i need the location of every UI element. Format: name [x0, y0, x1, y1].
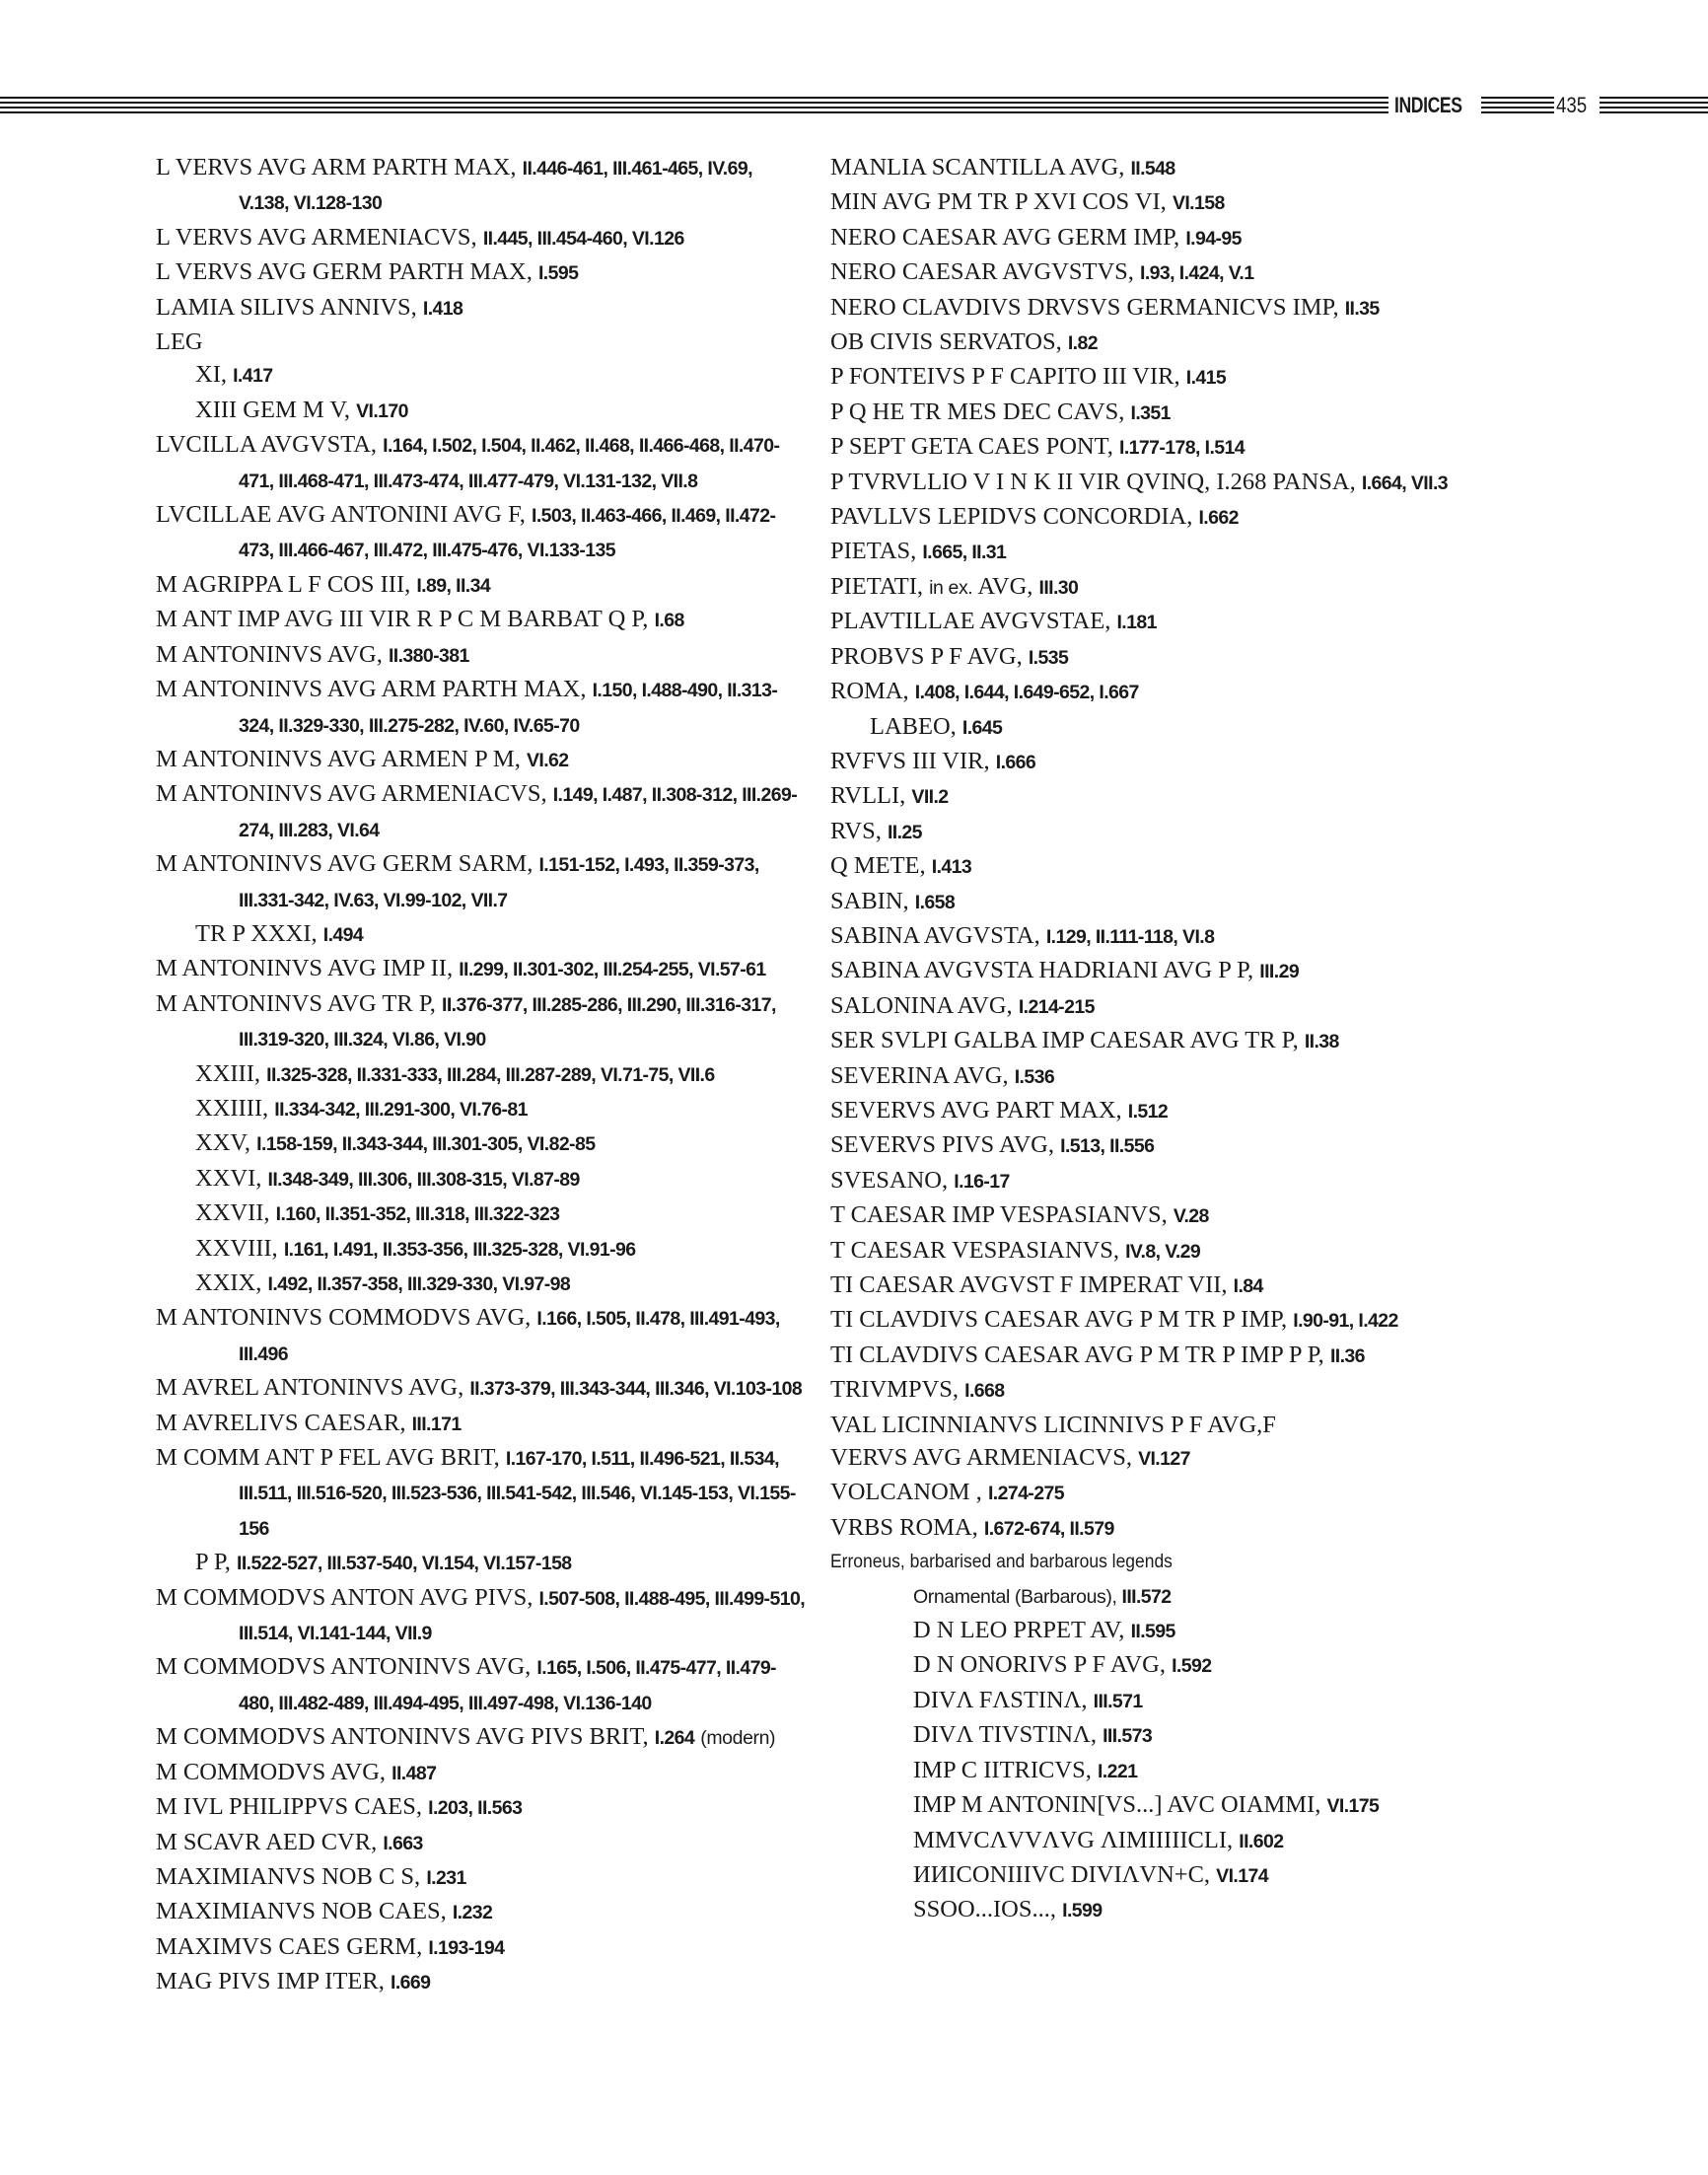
index-entry — [156, 743, 807, 777]
legend-text: L VERVS AVG GERM PARTH MAX, — [156, 258, 538, 286]
index-entry — [830, 1648, 1511, 1683]
catalogue-refs: III.571 — [1093, 1690, 1143, 1712]
legend-text: M COMMODVS AVG, — [156, 1758, 392, 1785]
index-entry — [156, 1581, 807, 1651]
legend-text: M ANTONINVS COMMODVS AVG, — [156, 1304, 537, 1332]
index-entry — [830, 1511, 1511, 1546]
index-entry — [830, 1579, 1511, 1614]
index-entry — [830, 1614, 1511, 1648]
index-entry — [830, 1234, 1511, 1269]
catalogue-refs: I.161, I.491, II.353-356, III.325-328, VI.91-96 — [283, 1238, 636, 1261]
index-entry — [830, 1339, 1511, 1373]
legend-text: M ANTONINVS AVG IMP II, — [156, 955, 460, 982]
legend-text: LABEO, — [870, 712, 962, 740]
index-entry — [830, 570, 1511, 605]
catalogue-refs: VI.62 — [526, 749, 569, 771]
index-entry — [156, 1720, 807, 1755]
catalogue-refs: I.221 — [1097, 1760, 1138, 1782]
legend-text: Q METE, — [830, 852, 932, 880]
catalogue-refs: II.595 — [1130, 1621, 1175, 1643]
legend-text: M AVREL ANTONINVS AVG, — [156, 1374, 470, 1402]
legend-text: XXV, — [195, 1129, 257, 1157]
index-entry — [156, 1826, 807, 1860]
legend-text: RVS, — [830, 817, 888, 844]
index-entry — [156, 1267, 807, 1301]
catalogue-refs: III.573 — [1103, 1725, 1153, 1748]
catalogue-refs: I.129, II.111-118, VI.8 — [1045, 925, 1215, 948]
legend-text: MAXIMIANVS NOB CAES, — [156, 1898, 453, 1925]
index-entry — [156, 1756, 807, 1790]
index-entry — [156, 1790, 807, 1825]
catalogue-refs: I.658 — [914, 891, 956, 913]
index-entry — [830, 849, 1511, 884]
catalogue-refs: VI.127 — [1138, 1448, 1190, 1471]
legend-text: SEVERVS PIVS AVG, — [830, 1131, 1061, 1159]
catalogue-refs: I.193-194 — [428, 1936, 505, 1959]
catalogue-refs: II.376-377, III.285-286, III.290, III.316-317, III.319-320, III.324, VI.86, VI.90 — [239, 993, 776, 1051]
legend-text: RVFVS III VIR, — [830, 747, 996, 774]
catalogue-refs: VI.174 — [1216, 1864, 1268, 1887]
legend-text: LVCILLA AVGVSTA, — [156, 431, 384, 459]
catalogue-refs: III.29 — [1259, 961, 1300, 983]
legend-text: VRBS ROMA, — [830, 1513, 984, 1541]
index-entry — [830, 675, 1511, 709]
catalogue-refs: I.16-17 — [954, 1170, 1010, 1193]
catalogue-refs: I.274-275 — [987, 1483, 1064, 1505]
catalogue-refs: III.30 — [1038, 576, 1079, 599]
legend-text: M ANTONINVS AVG ARM PARTH MAX, — [156, 676, 593, 703]
index-entry — [830, 1269, 1511, 1303]
index-entry — [830, 1128, 1511, 1163]
index-entry — [830, 255, 1511, 290]
header-rule-left — [0, 97, 1388, 113]
index-entry — [830, 1373, 1511, 1408]
index-entry — [830, 221, 1511, 255]
index-entry — [156, 847, 807, 917]
catalogue-refs: I.418 — [422, 297, 463, 320]
index-entry — [830, 954, 1511, 988]
index-entry — [156, 1232, 807, 1267]
index-entry — [156, 638, 807, 673]
index-entry — [156, 568, 807, 603]
catalogue-refs: II.373-379, III.343-344, III.346, VI.103-108 — [469, 1378, 803, 1401]
index-entry — [156, 673, 807, 743]
catalogue-refs: I.167-170, I.511, II.496-521, II.534, III.511, III.516-520, III.523-536, III.541-542, III.546, VI.145-153, VI.155-156 — [239, 1448, 796, 1540]
legend-text: P TVRVLLIO V I N K II VIR QVINQ, I.268 PANSA, — [830, 468, 1362, 495]
catalogue-refs: I.264 — [654, 1727, 695, 1750]
legend-text: M IVL PHILIPPVS CAES, — [156, 1793, 429, 1821]
legend-text: NERO CAESAR AVGVSTVS, — [830, 258, 1141, 286]
index-entry — [156, 221, 807, 255]
legend-text: XXIX, — [195, 1269, 268, 1296]
catalogue-refs: I.93, I.424, V.1 — [1140, 262, 1254, 285]
legend-text: OB CIVIS SERVATOS, — [830, 328, 1068, 356]
index-entry — [156, 917, 807, 952]
catalogue-refs: I.507-508, II.488-495, III.499-510, III.514, VI.141-144, VII.9 — [239, 1587, 806, 1645]
catalogue-refs: II.38 — [1304, 1031, 1339, 1053]
legend-text: NERO CAESAR AVG GERM IMP, — [830, 223, 1186, 251]
legend-text: XXVIII, — [195, 1234, 284, 1262]
legend-text: XXVII, — [195, 1199, 276, 1227]
catalogue-refs: I.68 — [654, 610, 684, 632]
legend-text: IMP C IITRICVS, — [913, 1756, 1098, 1783]
index-entry — [830, 1164, 1511, 1198]
legend-text: XIII GEM M V, — [195, 396, 357, 423]
catalogue-refs: I.662 — [1198, 507, 1239, 530]
index-column-left — [156, 151, 807, 2000]
legend-text: P P, — [195, 1549, 238, 1576]
index-entry — [830, 1303, 1511, 1338]
header-rule-right — [1600, 97, 1708, 113]
catalogue-refs: I.665, II.31 — [922, 542, 1007, 564]
index-entry — [830, 1718, 1511, 1753]
index-entry — [156, 1930, 807, 1965]
index-entry — [156, 1162, 807, 1196]
index-entry — [830, 1824, 1511, 1858]
index-entry — [830, 396, 1511, 430]
legend-text: XXVI, — [195, 1164, 268, 1192]
catalogue-refs: I.150, I.488-490, II.313-324, II.329-330, III.275-282, IV.60, IV.65-70 — [239, 680, 778, 737]
index-entry — [830, 989, 1511, 1024]
index-entry — [830, 535, 1511, 569]
index-entry — [156, 1546, 807, 1580]
index-entry — [156, 326, 807, 358]
legend-text: TRIVMPVS, — [830, 1376, 965, 1404]
catalogue-refs: I.512 — [1127, 1100, 1169, 1123]
catalogue-refs: I.82 — [1067, 332, 1098, 355]
legend-text: LEG — [156, 328, 203, 356]
legend-text: M COMM ANT P FEL AVG BRIT, — [156, 1444, 506, 1472]
legend-text: NERO CLAVDIVS DRVSVS GERMANICVS IMP, — [830, 293, 1345, 321]
legend-note: in ex. — [929, 576, 978, 599]
legend-text: D N LEO PRPET AV, — [913, 1617, 1131, 1644]
catalogue-refs: II.446-461, III.461-465, IV.69, V.138, VI.128-130 — [239, 158, 752, 215]
legend-text: P SEPT GETA CAES PONT, — [830, 433, 1119, 461]
catalogue-refs: I.351 — [1130, 401, 1171, 424]
legend-text: ROMA, — [830, 678, 915, 705]
catalogue-refs: I.90-91, I.422 — [1293, 1310, 1398, 1333]
catalogue-refs: III.572 — [1121, 1585, 1172, 1608]
index-entry — [830, 1059, 1511, 1094]
legend-text: VAL LICINNIANVS LICINNIVS P F AVG,F — [830, 1411, 1276, 1438]
catalogue-refs: I.668 — [964, 1380, 1005, 1403]
legend-text: IMP M ANTONIN[VS...] AVC OIAMMI, — [913, 1791, 1327, 1819]
catalogue-refs: I.535 — [1028, 646, 1069, 669]
legend-text: M ANTONINVS AVG TR P, — [156, 989, 442, 1017]
catalogue-refs: I.164, I.502, I.504, II.462, II.468, II.466-468, II.470-471, III.468-471, III.473-474, III.477-479, VI.131-132, VII.8 — [239, 435, 780, 492]
catalogue-refs: I.214-215 — [1018, 995, 1095, 1018]
index-entry — [830, 1476, 1511, 1510]
catalogue-refs: II.487 — [391, 1762, 437, 1784]
catalogue-refs: VI.158 — [1172, 192, 1225, 215]
index-entry — [156, 952, 807, 986]
legend-text: PIETAS, — [830, 538, 923, 565]
legend-text: MAG PIVS IMP ITER, — [156, 1968, 391, 1995]
legend-text: M ANT IMP AVG III VIR R P C M BARBAT Q P, — [156, 606, 655, 633]
catalogue-refs: I.672-674, II.579 — [983, 1517, 1114, 1540]
legend-text: M AGRIPPA L F COS III, — [156, 570, 417, 598]
catalogue-refs: I.158-159, II.343-344, III.301-305, VI.82-85 — [256, 1133, 596, 1156]
page-number: 435 — [1556, 93, 1588, 117]
catalogue-refs: I.94-95 — [1185, 227, 1242, 250]
index-entry — [156, 1196, 807, 1231]
index-entry — [156, 1057, 807, 1092]
legend-text: ИИICONIIIVC DIVIΛVN+C, — [913, 1860, 1217, 1888]
catalogue-refs: II.325-328, II.331-333, III.284, III.287-289, VI.71-75, VII.6 — [266, 1063, 715, 1086]
legend-text: SALONINA AVG, — [830, 991, 1019, 1019]
legend-text: SEVERINA AVG, — [830, 1061, 1015, 1089]
index-entry — [830, 151, 1511, 185]
catalogue-refs: I.149, I.487, II.308-312, III.269-274, III.283, VI.64 — [239, 784, 798, 841]
catalogue-refs: VI.175 — [1326, 1795, 1380, 1818]
catalogue-refs: I.413 — [931, 856, 972, 879]
catalogue-refs: I.664, VII.3 — [1361, 471, 1449, 494]
index-entry — [830, 1094, 1511, 1128]
catalogue-refs: I.177-178, I.514 — [1119, 437, 1245, 460]
index-entry — [156, 1092, 807, 1126]
catalogue-refs: I.503, II.463-466, II.469, II.472-473, III.466-467, III.472, III.475-476, VI.133-135 — [239, 505, 776, 562]
catalogue-refs: II.548 — [1130, 158, 1175, 180]
index-entry — [156, 498, 807, 568]
index-entry — [156, 394, 807, 428]
index-entry — [156, 1126, 807, 1161]
catalogue-refs: I.663 — [383, 1832, 423, 1854]
catalogue-refs: II.380-381 — [388, 644, 469, 667]
index-entry — [830, 885, 1511, 919]
legend-text: TI CAESAR AVGVST F IMPERAT VII, — [830, 1271, 1234, 1298]
header-rule-middle — [1481, 97, 1554, 113]
legend-text: AVG, — [977, 572, 1039, 600]
legend-text: M ANTONINVS AVG ARMEN P M, — [156, 745, 527, 772]
legend-text: DIVΛ TIVSTINΛ, — [913, 1721, 1103, 1749]
catalogue-refs: I.417 — [233, 365, 273, 388]
legend-text: P FONTEIVS P F CAPITO III VIR, — [830, 363, 1186, 391]
catalogue-refs: II.522-527, III.537-540, VI.154, VI.157-158 — [237, 1553, 572, 1575]
catalogue-refs: I.599 — [1062, 1900, 1103, 1922]
index-entry — [156, 1650, 807, 1720]
index-entry — [156, 1441, 807, 1546]
index-entry — [830, 1858, 1511, 1893]
legend-text: SABINA AVGVSTA HADRIANI AVG P P, — [830, 957, 1260, 984]
legend-text: MAXIMVS CAES GERM, — [156, 1932, 429, 1960]
index-entry — [830, 745, 1511, 779]
catalogue-refs: II.299, II.301-302, III.254-255, VI.57-61 — [459, 959, 766, 981]
legend-text: PLAVTILLAE AVGVSTAE, — [830, 608, 1117, 635]
legend-text: VOLCANOM , — [830, 1479, 988, 1506]
index-entry — [830, 779, 1511, 814]
legend-text: P Q HE TR MES DEC CAVS, — [830, 398, 1131, 425]
legend-text: D N ONORIVS P F AVG, — [913, 1651, 1173, 1679]
index-entry — [830, 1198, 1511, 1233]
legend-text: TR P XXXI, — [195, 919, 323, 947]
index-entry — [830, 360, 1511, 395]
legend-text: RVLLI, — [830, 782, 912, 810]
legend-text: VERVS AVG ARMENIACVS, — [830, 1444, 1139, 1472]
legend-text: T CAESAR IMP VESPASIANVS, — [830, 1201, 1174, 1229]
index-entry — [830, 1788, 1511, 1823]
legend-text: MMVCΛVVΛVG ΛIMIIIIICLI, — [913, 1826, 1240, 1853]
legend-text: PIETATI, — [830, 572, 930, 600]
catalogue-refs: VI.170 — [356, 399, 408, 422]
index-entry — [156, 255, 807, 290]
index-entry — [156, 358, 807, 393]
legend-text: TI CLAVDIVS CAESAR AVG P M TR P IMP, — [830, 1306, 1294, 1334]
index-entry — [830, 326, 1511, 360]
catalogue-refs: V.28 — [1173, 1205, 1209, 1228]
legend-text: SEVERVS AVG PART MAX, — [830, 1096, 1128, 1124]
legend-text: L VERVS AVG ARMENIACVS, — [156, 223, 483, 251]
index-entry — [830, 430, 1511, 465]
index-entry — [156, 151, 807, 221]
catalogue-refs: I.595 — [537, 262, 579, 285]
index-entry — [830, 466, 1511, 500]
legend-text: LVCILLAE AVG ANTONINI AVG F, — [156, 501, 533, 529]
catalogue-refs: I.494 — [322, 923, 364, 946]
index-entry — [830, 919, 1511, 954]
legend-text: M COMMODVS ANTONINVS AVG, — [156, 1653, 537, 1681]
index-entry — [156, 777, 807, 847]
legend-text: DIVΛ FΛSTINΛ, — [913, 1686, 1094, 1713]
catalogue-refs: I.89, II.34 — [416, 574, 491, 597]
legend-text: M AVRELIVS CAESAR, — [156, 1409, 412, 1436]
index-entry — [830, 291, 1511, 326]
legend-text: XXIII, — [195, 1059, 267, 1087]
index-column-right — [830, 151, 1511, 1928]
index-entry — [156, 1301, 807, 1371]
index-entry — [830, 1441, 1511, 1476]
catalogue-refs: I.669 — [391, 1972, 431, 1994]
legend-text: M COMMODVS ANTON AVG PIVS, — [156, 1583, 539, 1611]
catalogue-refs: I.415 — [1185, 367, 1227, 390]
index-entry — [830, 500, 1511, 535]
legend-text: M SCAVR AED CVR, — [156, 1828, 384, 1855]
running-header — [0, 93, 1708, 118]
legend-text: PAVLLVS LEPIDVS CONCORDIA, — [830, 503, 1199, 531]
index-entry — [156, 1860, 807, 1895]
legend-text: M ANTONINVS AVG GERM SARM, — [156, 850, 539, 878]
catalogue-refs: III.171 — [411, 1413, 462, 1435]
catalogue-refs: I.645 — [961, 716, 1003, 739]
catalogue-refs: I.232 — [452, 1902, 493, 1924]
index-entry — [830, 1754, 1511, 1788]
catalogue-refs: I.151-152, I.493, II.359-373, III.331-342, IV.63, VI.99-102, VII.7 — [239, 854, 759, 911]
catalogue-refs: I.84 — [1233, 1275, 1263, 1297]
index-entry — [830, 1684, 1511, 1718]
index-entry — [156, 1371, 807, 1406]
catalogue-refs: VII.2 — [911, 786, 949, 809]
legend-note: Ornamental (Barbarous), — [913, 1585, 1122, 1608]
legend-text: MANLIA SCANTILLA AVG, — [830, 154, 1131, 181]
catalogue-refs: II.348-349, III.306, III.308-315, VI.87-89 — [267, 1168, 580, 1191]
legend-text: MIN AVG PM TR P XVI COS VI, — [830, 188, 1173, 216]
legend-text: SVESANO, — [830, 1166, 955, 1194]
legend-text: TI CLAVDIVS CAESAR AVG P M TR P IMP P P, — [830, 1341, 1330, 1368]
legend-text: PROBVS P F AVG, — [830, 642, 1029, 670]
catalogue-refs: I.408, I.644, I.649-652, I.667 — [914, 682, 1139, 704]
catalogue-refs: I.166, I.505, II.478, III.491-493, III.496 — [239, 1308, 780, 1365]
index-entry — [156, 428, 807, 498]
index-entry — [830, 185, 1511, 220]
catalogue-refs: I.160, II.351-352, III.318, III.322-323 — [275, 1203, 560, 1226]
catalogue-refs: I.492, II.357-358, III.329-330, VI.97-98 — [267, 1273, 571, 1295]
catalogue-refs: I.536 — [1014, 1065, 1055, 1088]
legend-text: M ANTONINVS AVG, — [156, 640, 389, 668]
catalogue-refs: I.203, II.563 — [428, 1797, 523, 1820]
index-entry — [156, 291, 807, 326]
index-entry — [830, 1024, 1511, 1058]
catalogue-refs: I.181 — [1116, 612, 1157, 634]
index-entry — [830, 640, 1511, 675]
index-entry — [830, 605, 1511, 639]
index-entry — [830, 710, 1511, 745]
legend-text: M ANTONINVS AVG ARMENIACVS, — [156, 780, 553, 808]
section-title: INDICES — [1394, 93, 1462, 117]
legend-text: L VERVS AVG ARM PARTH MAX, — [156, 154, 523, 181]
index-entry — [156, 1407, 807, 1441]
index-entry — [156, 603, 807, 637]
catalogue-refs: I.513, II.556 — [1060, 1135, 1155, 1158]
catalogue-refs: IV.8, V.29 — [1125, 1240, 1201, 1263]
index-entry — [156, 1895, 807, 1929]
catalogue-refs: II.25 — [887, 821, 922, 843]
index-entry — [156, 1965, 807, 1999]
catalogue-refs: II.602 — [1239, 1830, 1284, 1852]
catalogue-refs: I.165, I.506, II.475-477, II.479-480, III.482-489, III.494-495, III.497-498, VI.136-140 — [239, 1657, 776, 1714]
legend-text: SER SVLPI GALBA IMP CAESAR AVG TR P, — [830, 1027, 1305, 1054]
legend-text: SABINA AVGVSTA, — [830, 921, 1046, 949]
catalogue-refs: II.445, III.454-460, VI.126 — [482, 227, 684, 250]
catalogue-refs: II.35 — [1344, 297, 1380, 320]
index-entry — [156, 987, 807, 1057]
legend-text: LAMIA SILIVS ANNIVS, — [156, 293, 423, 321]
catalogue-refs: II.334-342, III.291-300, VI.76-81 — [274, 1098, 528, 1121]
index-entry — [830, 1409, 1511, 1441]
legend-text: M COMMODVS ANTONINVS AVG PIVS BRIT, — [156, 1723, 655, 1751]
index-entry — [830, 815, 1511, 849]
catalogue-refs: I.666 — [995, 751, 1036, 773]
catalogue-refs: I.231 — [426, 1866, 466, 1889]
legend-text: SABIN, — [830, 887, 915, 914]
index-subheading: Erroneus, barbarised and barbarous legends — [830, 1552, 1173, 1573]
legend-text: MAXIMIANVS NOB C S, — [156, 1862, 427, 1890]
legend-text: XXIIII, — [195, 1094, 275, 1122]
index-entry — [830, 1893, 1511, 1927]
catalogue-refs: I.592 — [1172, 1655, 1212, 1678]
legend-text: T CAESAR VESPASIANVS, — [830, 1236, 1126, 1264]
entry-note: (modern) — [700, 1727, 776, 1750]
catalogue-refs: II.36 — [1329, 1344, 1365, 1367]
legend-text: XI, — [195, 361, 234, 389]
legend-text: SSOO...IOS..., — [913, 1896, 1063, 1923]
